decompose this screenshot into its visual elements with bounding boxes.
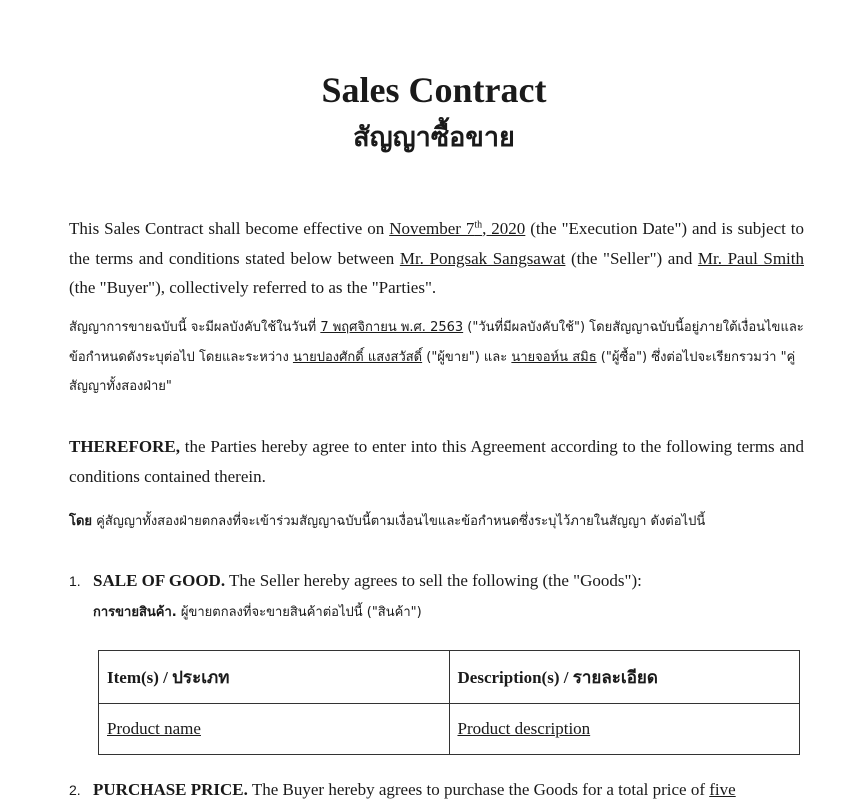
execution-date: November 7th, 2020 — [389, 219, 526, 238]
intro-paragraph-thai: สัญญาการขายฉบับนี้ จะมีผลบังคับใช้ในวันที่ 7 พฤศจิกายน พ.ศ. 2563 ("วันที่มีผลบังคับใช้") โดยสัญญาฉบับนี้อยู่ภายใต้เงื่อนไขและข้อกำหนดดังระบุต่อไป โดยและระหว่าง นายปองศักดิ์ แสงสวัสดิ์ ("ผู้ขาย") และ นายจอห์น สมิธ ("ผู้ซื้อ") ซึ่งต่อไปจะเรียกรวมว่า "คู่สัญญาทั้งสองฝ่าย" — [69, 320, 804, 394]
intro-text-4: (the "Buyer"), collectively referred to as the "Parties". — [69, 278, 437, 297]
section-number: 2. — [69, 782, 81, 798]
therefore-lead-thai: โดย — [69, 514, 93, 529]
section-1-thai: การขายสินค้า. ผู้ขายตกลงที่จะขายสินค้าต่อไปนี้ ("สินค้า") — [93, 605, 422, 620]
table-header-row — [99, 651, 800, 704]
document-title: Sales Contract — [321, 70, 547, 110]
document-title-thai: สัญญาซื้อขาย — [353, 122, 515, 153]
buyer-name-thai: นายจอห์น สมิธ — [511, 349, 597, 365]
table-header-item: Item(s) / ประเภท — [99, 651, 450, 704]
intro-text-1: This Sales Contract shall become effective on — [69, 219, 390, 238]
section-number: 1. — [69, 573, 81, 589]
table-cell-description: Product description — [449, 704, 800, 755]
section-2: 2. PURCHASE PRICE. The Buyer hereby agrees to purchase the Goods for a total price of five — [69, 775, 804, 805]
price-amount: five — [709, 780, 736, 799]
table-header-description: Description(s) / รายละเอียด — [449, 651, 800, 704]
section-heading: SALE OF GOOD. — [93, 571, 226, 590]
seller-name: Mr. Pongsak Sangsawat — [399, 248, 566, 268]
seller-name-thai: นายปองศักดิ์ แสงสวัสดิ์ — [292, 349, 423, 365]
intro-paragraph — [69, 214, 804, 303]
goods-table — [98, 650, 800, 755]
section-heading: PURCHASE PRICE. — [93, 780, 248, 799]
intro-text-3: (the "Seller") and — [565, 248, 698, 268]
table-cell-item: Product name — [99, 704, 450, 755]
therefore-paragraph-thai: โดย คู่สัญญาทั้งสองฝ่ายตกลงที่จะเข้าร่วมสัญญาฉบับนี้ตามเงื่อนไขและข้อกำหนดซึ่งระบุไว้ภายในสัญญา ดังต่อไปนี้ — [69, 514, 706, 529]
intro-text-2: (the "Execution Date") and is subject to the terms and conditions stated below between — [69, 219, 804, 268]
buyer-name: Mr. Paul Smith — [697, 248, 805, 268]
execution-date-thai: 7 พฤศจิกายน พ.ศ. 2563 — [320, 320, 464, 335]
therefore-paragraph: THEREFORE, the Parties hereby agree to enter into this Agreement according to the following terms and conditions contained therein. — [69, 437, 804, 486]
table-row — [99, 704, 800, 755]
section-heading-thai: การขายสินค้า. — [93, 605, 177, 620]
section-1: 1. SALE OF GOOD. The Seller hereby agrees to sell the following (the "Goods"): — [69, 566, 804, 596]
therefore-lead: THEREFORE, — [69, 437, 180, 456]
